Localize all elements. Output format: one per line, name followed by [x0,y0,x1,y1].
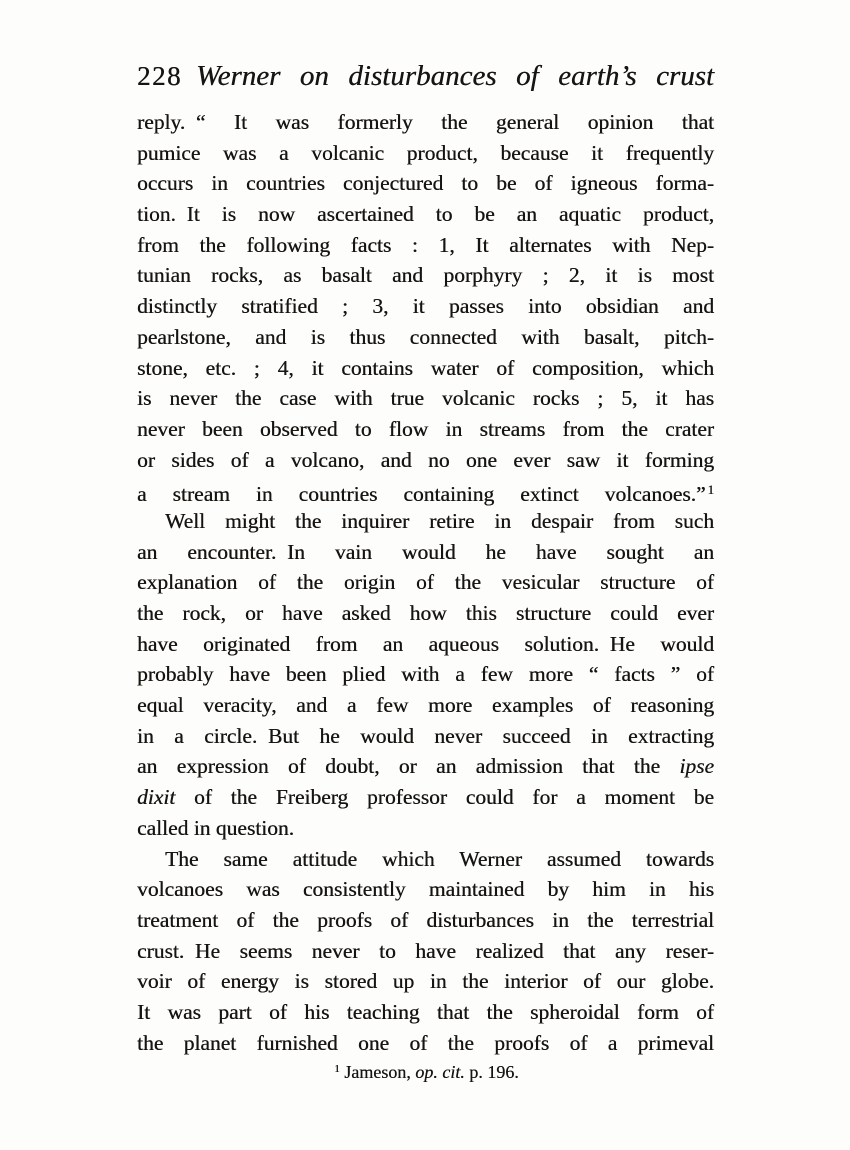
body-text: have originated from an aqueous solution. He would [137,631,714,656]
text-line [137,751,714,782]
paragraph [137,844,714,1059]
text-line [137,230,714,261]
text-line [137,291,714,322]
body-text: the rock, or have asked how this structure could ever [137,601,714,625]
body-text: tunian rocks, as basalt and porphyry ; 2, it is most [137,263,714,288]
body-text: Jameson, [339,1061,416,1082]
text-line [137,721,714,752]
body-text: distinctly stratified ; 3, it passes into obsidian and [137,294,714,319]
body-text: reply. “ It was formerly the general opinion that [137,110,714,134]
body-text: an encounter. In vain would he have sought an [137,539,714,564]
text-line [137,383,714,414]
text-line [137,966,714,997]
text-line [137,629,714,660]
text-line [137,414,714,445]
italic-text: op. cit. [415,1061,465,1082]
body-text: pumice was a volcanic product, because it frequently [137,140,714,165]
text-line [137,322,714,353]
page-body [137,107,714,1058]
body-text: called in question. [137,815,295,840]
text-line [137,936,714,967]
footnote-reference: 1 [707,483,714,498]
footnote [137,1056,714,1085]
body-text: The same attitude which Werner assumed towards [165,846,714,871]
running-title: Werner on disturbances of earth’s crust [196,60,714,92]
body-text: a stream in countries containing extinct volcanoes.” [137,482,706,507]
body-text: It was part of his teaching that the spheroidal form of [137,999,714,1024]
italic-text: dixit [137,785,176,810]
paragraph [137,107,714,506]
text-line [137,1028,714,1059]
body-text: occurs in countries conjectured to be of igneous forma- [137,171,714,196]
body-text: probably have been plied with a few more “ facts ” of [137,662,714,687]
text-line [137,138,714,169]
body-text: explanation of the origin of the vesicular structure of [137,570,714,595]
body-text: is never the case with true volcanic rocks ; 5, it has [137,386,714,411]
body-text: stone, etc. ; 4, it contains water of composition, which [137,355,714,380]
body-text: equal veracity, and a few more examples of reasoning [137,693,714,718]
text-line [137,782,714,813]
text-line [137,567,714,598]
italic-text: ipse [679,754,714,779]
body-text: of the Freiberg professor could for a moment be [175,785,714,810]
body-text: tion. It is now ascertained to be an aquatic product, [137,202,714,227]
text-line [137,844,714,875]
text-line [137,659,714,690]
body-text: the planet furnished one of the proofs of a primeval [137,1030,714,1055]
text-line [137,997,714,1028]
text-line [137,506,714,537]
text-line [137,537,714,568]
text-line [137,260,714,291]
body-text: crust. He seems never to have realized that any reser- [137,938,714,963]
body-text: p. 196. [464,1061,519,1082]
body-text: pearlstone, and is thus connected with basalt, pitch- [137,324,714,349]
body-text: in a circle. But he would never succeed in extracting [137,723,714,748]
page-number: 228 [137,61,182,91]
paragraph [137,506,714,844]
body-text: from the following facts : 1, It alternates with Nep- [137,232,714,257]
body-text: or sides of a volcano, and no one ever saw it forming [137,447,714,472]
text-line [137,874,714,905]
body-text: never been observed to flow in streams from the crater [137,416,714,441]
text-line [137,353,714,384]
body-text: volcanoes was consistently maintained by him in his [137,877,714,902]
body-text: treatment of the proofs of disturbances in the terrestrial [137,907,714,932]
text-line [137,107,714,138]
text-line [137,475,714,506]
running-header [137,60,714,93]
text-line [137,905,714,936]
body-text: voir of energy is stored up in the interior of our globe. [137,969,714,994]
footnote-reference: 1 [334,1063,340,1075]
body-text: an expression of doubt, or an admission that the [137,754,680,779]
text-line [137,168,714,199]
text-line [137,445,714,476]
text-line [137,813,714,844]
body-text: Well might the inquirer retire in despair from such [165,508,714,533]
text-line [137,598,714,629]
text-line [137,199,714,230]
text-line [137,690,714,721]
